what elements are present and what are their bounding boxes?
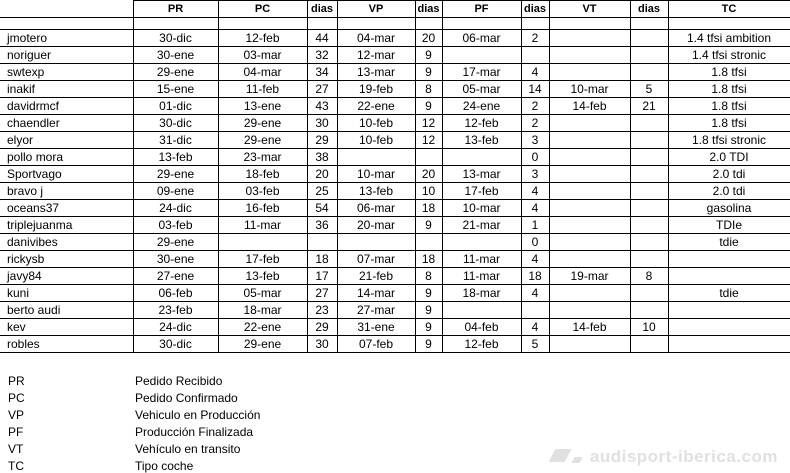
table-row bbox=[0, 81, 790, 98]
cell-vp: 14-mar bbox=[337, 285, 415, 302]
cell-d1: 38 bbox=[307, 149, 337, 166]
cell-d2: 9 bbox=[415, 47, 442, 64]
cell-d3: 18 bbox=[521, 268, 549, 285]
cell-pf: 24-ene bbox=[442, 98, 521, 115]
cell-d3: 4 bbox=[521, 285, 549, 302]
user-name-cell: davidrmcf bbox=[0, 98, 133, 115]
cell-pc: 13-ene bbox=[218, 98, 307, 115]
table-row bbox=[0, 149, 790, 166]
cell-pr: 06-feb bbox=[133, 285, 218, 302]
cell-pc: 29-ene bbox=[218, 115, 307, 132]
cell-tc bbox=[668, 268, 790, 285]
cell-d4 bbox=[630, 200, 668, 217]
cell-d4: 5 bbox=[630, 81, 668, 98]
cell-vt bbox=[549, 64, 630, 81]
cell-d1: 25 bbox=[307, 183, 337, 200]
cell-d1 bbox=[307, 234, 337, 251]
cell-d4 bbox=[630, 217, 668, 234]
watermark-text: audisport-iberica.com bbox=[589, 447, 778, 466]
cell-d4: 8 bbox=[630, 268, 668, 285]
user-name-cell: javy84 bbox=[0, 268, 133, 285]
cell-vp: 10-mar bbox=[337, 166, 415, 183]
cell-pr: 29-ene bbox=[133, 166, 218, 183]
user-name-cell: rickysb bbox=[0, 251, 133, 268]
cell-pf: 10-mar bbox=[442, 200, 521, 217]
cell-d2: 9 bbox=[415, 319, 442, 336]
cell-d4 bbox=[630, 30, 668, 47]
cell-vt: 14-feb bbox=[549, 98, 630, 115]
cell-pr: 30-ene bbox=[133, 47, 218, 64]
cell-d1: 23 bbox=[307, 302, 337, 319]
cell-tc bbox=[668, 336, 790, 353]
cell-vt: 14-feb bbox=[549, 319, 630, 336]
legend-meaning: Pedido Recibido bbox=[135, 373, 223, 388]
cell-d4: 10 bbox=[630, 319, 668, 336]
cell-d3: 14 bbox=[521, 81, 549, 98]
cell-pf bbox=[442, 302, 521, 319]
cell-tc: 1.4 tfsi ambition bbox=[668, 30, 790, 47]
legend-meaning: Pedido Confirmado bbox=[135, 390, 238, 405]
cell-vp: 21-feb bbox=[337, 268, 415, 285]
cell-d4 bbox=[630, 234, 668, 251]
cell-d2: 18 bbox=[415, 200, 442, 217]
spacer-row bbox=[0, 18, 790, 30]
cell-d4 bbox=[630, 132, 668, 149]
table-row bbox=[0, 64, 790, 81]
cell-d1: 27 bbox=[307, 81, 337, 98]
header-row bbox=[0, 1, 790, 18]
table-row bbox=[0, 115, 790, 132]
user-name-cell: danivibes bbox=[0, 234, 133, 251]
cell-pf: 06-mar bbox=[442, 30, 521, 47]
cell-d4 bbox=[630, 336, 668, 353]
cell-pr: 13-feb bbox=[133, 149, 218, 166]
cell-d3 bbox=[521, 302, 549, 319]
legend-meaning: Vehículo en transito bbox=[135, 441, 241, 456]
cell-vp bbox=[337, 149, 415, 166]
cell-d1: 29 bbox=[307, 319, 337, 336]
table-row bbox=[0, 217, 790, 234]
cell-d3: 4 bbox=[521, 64, 549, 81]
cell-d1: 44 bbox=[307, 30, 337, 47]
cell-vt: 19-mar bbox=[549, 268, 630, 285]
cell-pr: 30-dic bbox=[133, 30, 218, 47]
cell-pf: 12-feb bbox=[442, 336, 521, 353]
cell-pc: 18-feb bbox=[218, 166, 307, 183]
user-name-cell: oceans37 bbox=[0, 200, 133, 217]
cell-pc: 12-feb bbox=[218, 30, 307, 47]
legend-abbr: PR bbox=[8, 373, 25, 388]
logo-parallelogram-big bbox=[548, 449, 571, 462]
legend-meaning: Tipo coche bbox=[135, 458, 194, 473]
cell-pr: 29-ene bbox=[133, 234, 218, 251]
user-name-cell: Sportvago bbox=[0, 166, 133, 183]
table-row bbox=[0, 234, 790, 251]
cell-d4 bbox=[630, 115, 668, 132]
legend-abbr: VT bbox=[8, 441, 24, 456]
cell-pc: 05-mar bbox=[218, 285, 307, 302]
cell-d4 bbox=[630, 166, 668, 183]
legend-abbr: TC bbox=[8, 458, 24, 473]
watermark bbox=[548, 448, 778, 465]
cell-tc: 1.8 tfsi bbox=[668, 64, 790, 81]
legend-abbr: VP bbox=[8, 407, 25, 422]
cell-pc: 29-ene bbox=[218, 132, 307, 149]
cell-pr: 01-dic bbox=[133, 98, 218, 115]
cell-pc: 03-feb bbox=[218, 183, 307, 200]
cell-vp: 12-mar bbox=[337, 47, 415, 64]
cell-pr: 30-dic bbox=[133, 336, 218, 353]
logo-parallelogram-small bbox=[571, 457, 582, 463]
cell-d4 bbox=[630, 302, 668, 319]
cell-tc: 2.0 tdi bbox=[668, 183, 790, 200]
column-header-pr-0: PR bbox=[133, 1, 218, 18]
column-header-pc-1: PC bbox=[218, 1, 307, 18]
cell-d4: 21 bbox=[630, 98, 668, 115]
cell-d3: 3 bbox=[521, 166, 549, 183]
cell-d1: 34 bbox=[307, 64, 337, 81]
cell-pc: 23-mar bbox=[218, 149, 307, 166]
user-name-cell: jmotero bbox=[0, 30, 133, 47]
cell-vt bbox=[549, 217, 630, 234]
legend bbox=[8, 372, 260, 473]
column-header-dias-2: dias bbox=[307, 1, 337, 18]
spacer-cell bbox=[307, 18, 337, 30]
cell-d4 bbox=[630, 285, 668, 302]
corner-cell bbox=[0, 1, 133, 18]
cell-vp: 07-feb bbox=[337, 336, 415, 353]
cell-vt bbox=[549, 47, 630, 64]
user-name-cell: pollo mora bbox=[0, 149, 133, 166]
cell-d2: 9 bbox=[415, 217, 442, 234]
cell-tc: tdie bbox=[668, 285, 790, 302]
cell-vt bbox=[549, 285, 630, 302]
cell-tc: 1.8 tfsi stronic bbox=[668, 132, 790, 149]
column-header-vt-7: VT bbox=[549, 1, 630, 18]
cell-pf: 21-mar bbox=[442, 217, 521, 234]
cell-tc: 1.8 tfsi bbox=[668, 115, 790, 132]
cell-d2: 12 bbox=[415, 132, 442, 149]
cell-pr: 30-dic bbox=[133, 115, 218, 132]
cell-pc: 11-feb bbox=[218, 81, 307, 98]
cell-vp: 13-feb bbox=[337, 183, 415, 200]
cell-pc: 04-mar bbox=[218, 64, 307, 81]
cell-tc: gasolina bbox=[668, 200, 790, 217]
column-header-vp-3: VP bbox=[337, 1, 415, 18]
cell-d1: 27 bbox=[307, 285, 337, 302]
spacer-cell bbox=[337, 18, 415, 30]
cell-vt bbox=[549, 183, 630, 200]
cell-pc: 11-mar bbox=[218, 217, 307, 234]
table-row bbox=[0, 285, 790, 302]
cell-pf: 13-mar bbox=[442, 166, 521, 183]
cell-vt bbox=[549, 336, 630, 353]
cell-d3: 1 bbox=[521, 217, 549, 234]
table-row bbox=[0, 98, 790, 115]
user-name-cell: bravo j bbox=[0, 183, 133, 200]
table-row bbox=[0, 30, 790, 47]
cell-d2: 10 bbox=[415, 183, 442, 200]
table-row bbox=[0, 183, 790, 200]
cell-d2: 9 bbox=[415, 64, 442, 81]
legend-meaning: Producción Finalizada bbox=[135, 424, 254, 439]
spacer-cell bbox=[442, 18, 521, 30]
legend-item-pf bbox=[8, 423, 260, 440]
legend-item-vp bbox=[8, 406, 260, 423]
cell-tc bbox=[668, 302, 790, 319]
user-name-cell: chaendler bbox=[0, 115, 133, 132]
spacer-cell bbox=[218, 18, 307, 30]
cell-tc: 1.8 tfsi bbox=[668, 81, 790, 98]
column-header-dias-8: dias bbox=[630, 1, 668, 18]
cell-pf bbox=[442, 234, 521, 251]
cell-d2: 8 bbox=[415, 81, 442, 98]
user-name-cell: triplejuanma bbox=[0, 217, 133, 234]
user-name-cell: kev bbox=[0, 319, 133, 336]
cell-vt bbox=[549, 149, 630, 166]
cell-d3: 2 bbox=[521, 30, 549, 47]
cell-d4 bbox=[630, 251, 668, 268]
cell-vp: 10-feb bbox=[337, 132, 415, 149]
cell-vp: 20-mar bbox=[337, 217, 415, 234]
cell-pf: 12-feb bbox=[442, 115, 521, 132]
table-row bbox=[0, 132, 790, 149]
cell-pr: 31-dic bbox=[133, 132, 218, 149]
cell-d4 bbox=[630, 47, 668, 64]
spacer-cell bbox=[415, 18, 442, 30]
user-name-cell: swtexp bbox=[0, 64, 133, 81]
audisport-logo-icon bbox=[548, 448, 582, 465]
cell-pc: 13-feb bbox=[218, 268, 307, 285]
cell-tc bbox=[668, 251, 790, 268]
user-name-cell: elyor bbox=[0, 132, 133, 149]
cell-pc: 16-feb bbox=[218, 200, 307, 217]
legend-item-pr bbox=[8, 372, 260, 389]
cell-pc: 18-mar bbox=[218, 302, 307, 319]
cell-d3: 2 bbox=[521, 115, 549, 132]
cell-pr: 30-ene bbox=[133, 251, 218, 268]
cell-d1: 30 bbox=[307, 115, 337, 132]
cell-d2: 20 bbox=[415, 30, 442, 47]
cell-d3: 4 bbox=[521, 200, 549, 217]
cell-pr: 23-feb bbox=[133, 302, 218, 319]
spacer-cell bbox=[0, 18, 133, 30]
cell-pc: 03-mar bbox=[218, 47, 307, 64]
cell-d1: 54 bbox=[307, 200, 337, 217]
cell-tc: 1.4 tfsi stronic bbox=[668, 47, 790, 64]
table-row bbox=[0, 166, 790, 183]
cell-pf bbox=[442, 47, 521, 64]
cell-d1: 18 bbox=[307, 251, 337, 268]
cell-d3: 3 bbox=[521, 132, 549, 149]
legend-item-pc bbox=[8, 389, 260, 406]
cell-d2: 9 bbox=[415, 336, 442, 353]
cell-pr: 09-ene bbox=[133, 183, 218, 200]
cell-d2: 9 bbox=[415, 302, 442, 319]
cell-vp bbox=[337, 234, 415, 251]
user-name-cell: noriguer bbox=[0, 47, 133, 64]
table-row bbox=[0, 200, 790, 217]
table-row bbox=[0, 319, 790, 336]
cell-d2: 9 bbox=[415, 98, 442, 115]
cell-vp: 07-mar bbox=[337, 251, 415, 268]
cell-tc: 1.8 tfsi bbox=[668, 98, 790, 115]
cell-pf: 04-feb bbox=[442, 319, 521, 336]
cell-d1: 17 bbox=[307, 268, 337, 285]
cell-pr: 15-ene bbox=[133, 81, 218, 98]
cell-pr: 03-feb bbox=[133, 217, 218, 234]
cell-vp: 19-feb bbox=[337, 81, 415, 98]
column-header-pf-5: PF bbox=[442, 1, 521, 18]
cell-pf: 17-mar bbox=[442, 64, 521, 81]
spacer-cell bbox=[133, 18, 218, 30]
cell-d1: 36 bbox=[307, 217, 337, 234]
legend-item-vt bbox=[8, 440, 260, 457]
cell-d3: 5 bbox=[521, 336, 549, 353]
cell-tc: TDIe bbox=[668, 217, 790, 234]
legend-item-tc bbox=[8, 457, 260, 473]
cell-d3: 4 bbox=[521, 319, 549, 336]
cell-vt: 10-mar bbox=[549, 81, 630, 98]
cell-vp: 13-mar bbox=[337, 64, 415, 81]
cell-vp: 04-mar bbox=[337, 30, 415, 47]
cell-tc bbox=[668, 319, 790, 336]
table-row bbox=[0, 251, 790, 268]
cell-pf: 11-mar bbox=[442, 268, 521, 285]
column-header-tc-9: TC bbox=[668, 1, 790, 18]
cell-vt bbox=[549, 302, 630, 319]
cell-d4 bbox=[630, 64, 668, 81]
cell-pc: 17-feb bbox=[218, 251, 307, 268]
cell-tc: tdie bbox=[668, 234, 790, 251]
cell-vp: 22-ene bbox=[337, 98, 415, 115]
cell-d2: 20 bbox=[415, 166, 442, 183]
cell-vt bbox=[549, 30, 630, 47]
cell-vt bbox=[549, 200, 630, 217]
cell-d1: 20 bbox=[307, 166, 337, 183]
column-header-dias-6: dias bbox=[521, 1, 549, 18]
cell-vp: 31-ene bbox=[337, 319, 415, 336]
cell-vp: 06-mar bbox=[337, 200, 415, 217]
cell-d3: 4 bbox=[521, 183, 549, 200]
cell-pf: 11-mar bbox=[442, 251, 521, 268]
cell-d3: 0 bbox=[521, 234, 549, 251]
cell-d1: 30 bbox=[307, 336, 337, 353]
cell-vp: 27-mar bbox=[337, 302, 415, 319]
cell-pr: 29-ene bbox=[133, 64, 218, 81]
table-row bbox=[0, 47, 790, 64]
spacer-cell bbox=[549, 18, 630, 30]
cell-tc: 2.0 tdi bbox=[668, 166, 790, 183]
cell-d3 bbox=[521, 47, 549, 64]
cell-tc: 2.0 TDI bbox=[668, 149, 790, 166]
cell-vt bbox=[549, 132, 630, 149]
legend-abbr: PF bbox=[8, 424, 24, 439]
cell-pf bbox=[442, 149, 521, 166]
cell-d4 bbox=[630, 149, 668, 166]
user-name-cell: kuni bbox=[0, 285, 133, 302]
legend-meaning: Vehiculo en Producción bbox=[135, 407, 261, 422]
spacer-cell bbox=[668, 18, 790, 30]
table-row bbox=[0, 268, 790, 285]
table-row bbox=[0, 336, 790, 353]
user-name-cell: berto audi bbox=[0, 302, 133, 319]
table-row bbox=[0, 302, 790, 319]
cell-d1: 29 bbox=[307, 132, 337, 149]
cell-vp: 10-feb bbox=[337, 115, 415, 132]
cell-pr: 27-ene bbox=[133, 268, 218, 285]
user-name-cell: inakif bbox=[0, 81, 133, 98]
cell-pc bbox=[218, 234, 307, 251]
cell-d3: 2 bbox=[521, 98, 549, 115]
cell-d2: 8 bbox=[415, 268, 442, 285]
cell-d2 bbox=[415, 149, 442, 166]
cell-d2: 12 bbox=[415, 115, 442, 132]
user-name-cell: robles bbox=[0, 336, 133, 353]
cell-d2: 18 bbox=[415, 251, 442, 268]
cell-pf: 05-mar bbox=[442, 81, 521, 98]
cell-pr: 24-dic bbox=[133, 200, 218, 217]
cell-pf: 13-feb bbox=[442, 132, 521, 149]
cell-d3: 4 bbox=[521, 251, 549, 268]
cell-vt bbox=[549, 251, 630, 268]
cell-d2 bbox=[415, 234, 442, 251]
legend-abbr: PC bbox=[8, 390, 25, 405]
cell-pc: 29-ene bbox=[218, 336, 307, 353]
cell-d2: 9 bbox=[415, 285, 442, 302]
cell-pc: 22-ene bbox=[218, 319, 307, 336]
cell-d4 bbox=[630, 183, 668, 200]
cell-pf: 18-mar bbox=[442, 285, 521, 302]
cell-d1: 32 bbox=[307, 47, 337, 64]
spacer-cell bbox=[521, 18, 549, 30]
cell-vt bbox=[549, 234, 630, 251]
cell-vt bbox=[549, 166, 630, 183]
cell-d1: 43 bbox=[307, 98, 337, 115]
cell-pr: 24-dic bbox=[133, 319, 218, 336]
cell-vt bbox=[549, 115, 630, 132]
cell-d3: 0 bbox=[521, 149, 549, 166]
cell-pf: 17-feb bbox=[442, 183, 521, 200]
column-header-dias-4: dias bbox=[415, 1, 442, 18]
spacer-cell bbox=[630, 18, 668, 30]
